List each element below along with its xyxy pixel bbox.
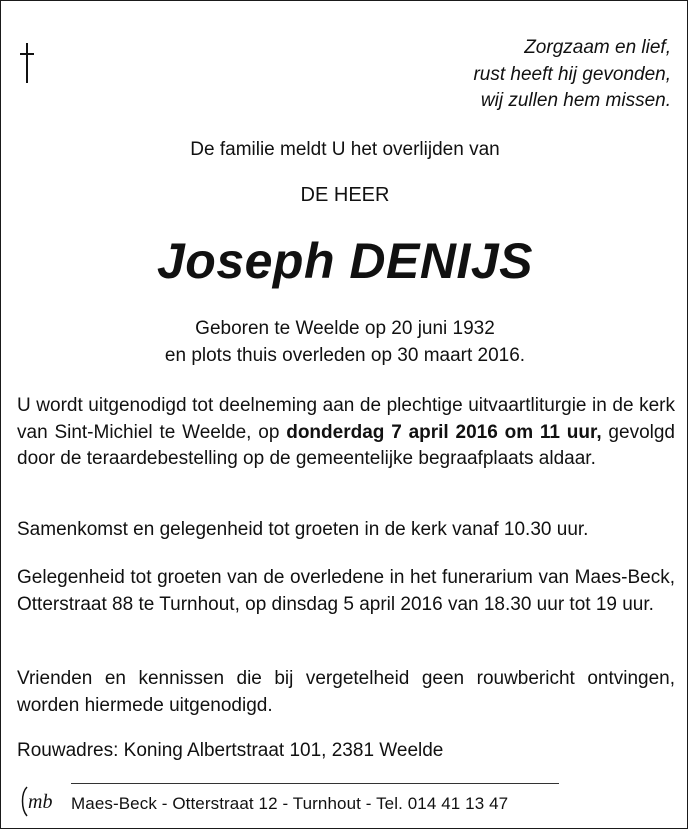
funeral-text: U wordt uitgenodigd tot deelneming aan de plechtige uitvaartliturgie in de kerk van Sint-Michiel te Weelde, op [17,395,675,443]
footer-divider [71,783,559,784]
announcement-intro: De familie meldt U het overlijden van [190,139,500,160]
invitation-paragraph [17,666,675,719]
viewing-paragraph [17,565,675,618]
logo-text: mb [28,791,53,813]
poem-line: wij zullen hem missen. [480,90,671,111]
life-dates [1,316,689,369]
deceased-name: Joseph DENIJS [156,233,534,289]
funeral-text-rest: gevolgd door de teraardebestelling op de gemeentelijke begraafplaats aldaar. [17,421,675,469]
address-paragraph [17,738,675,765]
birth-line: Geboren te Weelde op 20 juni 1932 [195,318,495,339]
poem-line: rust heeft hij gevonden, [473,63,671,85]
address-text: Rouwadres: Koning Albertstraat 101, 2381 Weelde [17,740,444,761]
invitation-text: Vrienden en kennissen die bij vergetelheid geen rouwbericht ontvingen, worden hiermede uitgenodigd. [17,668,675,716]
cross-icon [20,43,34,83]
memorial-poem [371,35,671,115]
funeral-home-logo [19,783,61,819]
poem-line: Zorgzaam en lief, [524,37,671,58]
funeral-home-info: Maes-Beck - Otterstraat 12 - Turnhout - Tel. 014 41 13 47 [71,794,509,813]
viewing-text: Gelegenheid tot groeten van de overledene in het funerarium van Maes-Beck, Otterstraat 88 te Turnhout, op dinsdag 5 april 2016 van 18.30 uur tot 19 uur. [17,567,675,615]
funeral-date: donderdag 7 april 2016 om 11 uur, [286,421,602,443]
honorific: DE HEER [300,184,390,206]
funeral-paragraph [17,393,675,473]
gathering-text: Samenkomst en gelegenheid tot groeten in de kerk vanaf 10.30 uur. [17,519,589,540]
death-line: en plots thuis overleden op 30 maart 2016. [164,344,526,366]
gathering-paragraph [17,517,675,544]
